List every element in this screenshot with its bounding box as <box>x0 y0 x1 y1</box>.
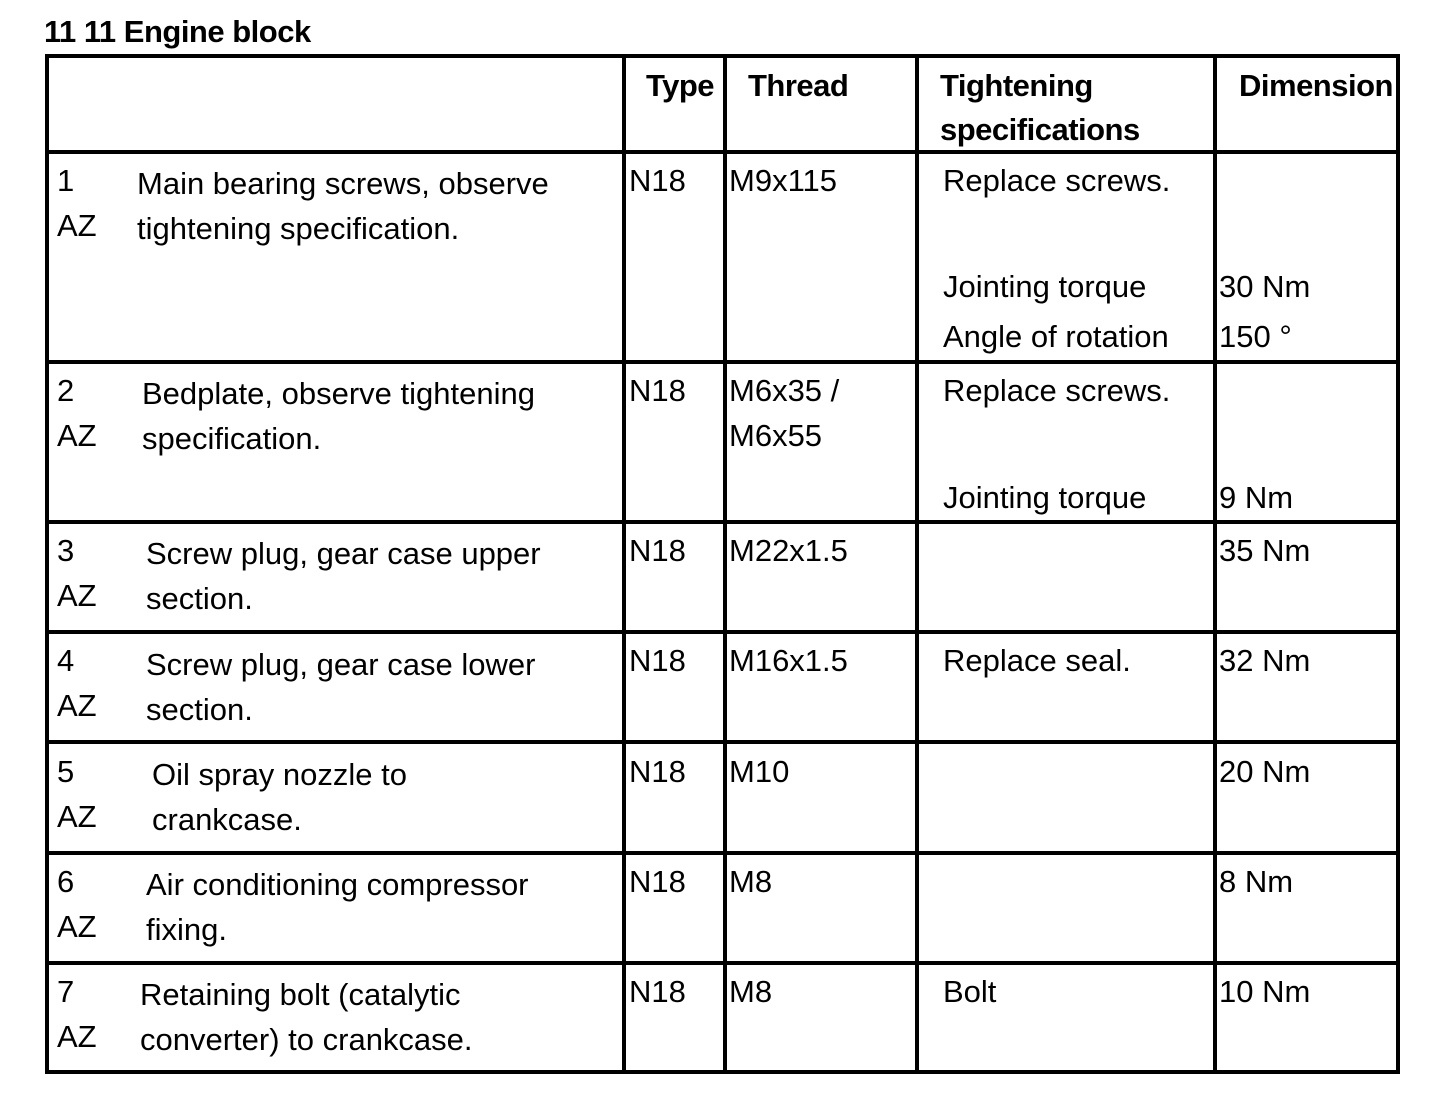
item-type: N18 <box>629 163 686 198</box>
item-type: N18 <box>629 373 686 408</box>
item-dimension: 8 Nm <box>1219 864 1294 899</box>
item-type: N18 <box>629 754 686 789</box>
item-spec: Bolt <box>943 974 997 1009</box>
item-description: Screw plug, gear case lower section. <box>146 647 536 727</box>
item-description: Bedplate, observe tightening specification. <box>142 376 535 456</box>
item-number: 1 AZ <box>57 163 97 243</box>
item-spec: Replace screws. <box>943 163 1171 198</box>
item-spec: Replace screws. <box>943 373 1171 408</box>
item-dimension: 32 Nm <box>1219 643 1311 678</box>
item-number: 6 AZ <box>57 864 97 944</box>
item-number: 7 AZ <box>57 974 97 1054</box>
item-thread: M9x115 <box>729 163 837 198</box>
item-description: Oil spray nozzle to crankcase. <box>152 757 407 837</box>
item-dimension: 20 Nm <box>1219 754 1311 789</box>
item-type: N18 <box>629 643 686 678</box>
item-description: Retaining bolt (catalytic converter) to crankcase. <box>140 977 473 1057</box>
item-dimension: 30 Nm <box>1219 269 1311 304</box>
item-dimension: 10 Nm <box>1219 974 1311 1009</box>
item-number: 3 AZ <box>57 533 97 613</box>
item-thread: M8 <box>729 974 773 1009</box>
item-dimension: 150 ° <box>1219 319 1292 354</box>
row-divider <box>49 740 1396 744</box>
item-dimension: 9 Nm <box>1219 480 1294 515</box>
item-spec: Jointing torque <box>943 480 1147 515</box>
item-thread: M8 <box>729 864 773 899</box>
item-spec: Replace seal. <box>943 643 1131 678</box>
row-divider <box>49 360 1396 364</box>
spec-table <box>45 54 1400 1074</box>
item-thread: M16x1.5 <box>729 643 848 678</box>
row-divider <box>49 961 1396 965</box>
item-description: Main bearing screws, observe tightening specification. <box>137 166 549 246</box>
item-dimension: 35 Nm <box>1219 533 1311 568</box>
row-divider <box>49 851 1396 855</box>
column-divider <box>1213 58 1217 1070</box>
header-type: Type <box>646 68 715 103</box>
item-thread: M6x35 / M6x55 <box>729 373 840 453</box>
item-thread: M10 <box>729 754 790 789</box>
header-thread: Thread <box>748 68 849 103</box>
item-description: Screw plug, gear case upper section. <box>146 536 541 616</box>
item-type: N18 <box>629 974 686 1009</box>
row-divider <box>49 150 1396 154</box>
item-spec: Angle of rotation <box>943 319 1169 354</box>
header-tightening: Tightening specifications <box>940 68 1140 147</box>
column-divider <box>622 58 626 1070</box>
row-divider <box>49 520 1396 524</box>
item-thread: M22x1.5 <box>729 533 848 568</box>
column-divider <box>915 58 919 1070</box>
page-title: 11 11 Engine block <box>44 14 311 49</box>
column-divider <box>723 58 727 1070</box>
item-number: 5 AZ <box>57 754 97 834</box>
item-number: 4 AZ <box>57 643 97 723</box>
item-type: N18 <box>629 533 686 568</box>
item-number: 2 AZ <box>57 373 97 453</box>
item-type: N18 <box>629 864 686 899</box>
item-spec: Jointing torque <box>943 269 1147 304</box>
header-dimension: Dimension <box>1239 68 1393 103</box>
row-divider <box>49 630 1396 634</box>
item-description: Air conditioning compressor fixing. <box>146 867 529 947</box>
